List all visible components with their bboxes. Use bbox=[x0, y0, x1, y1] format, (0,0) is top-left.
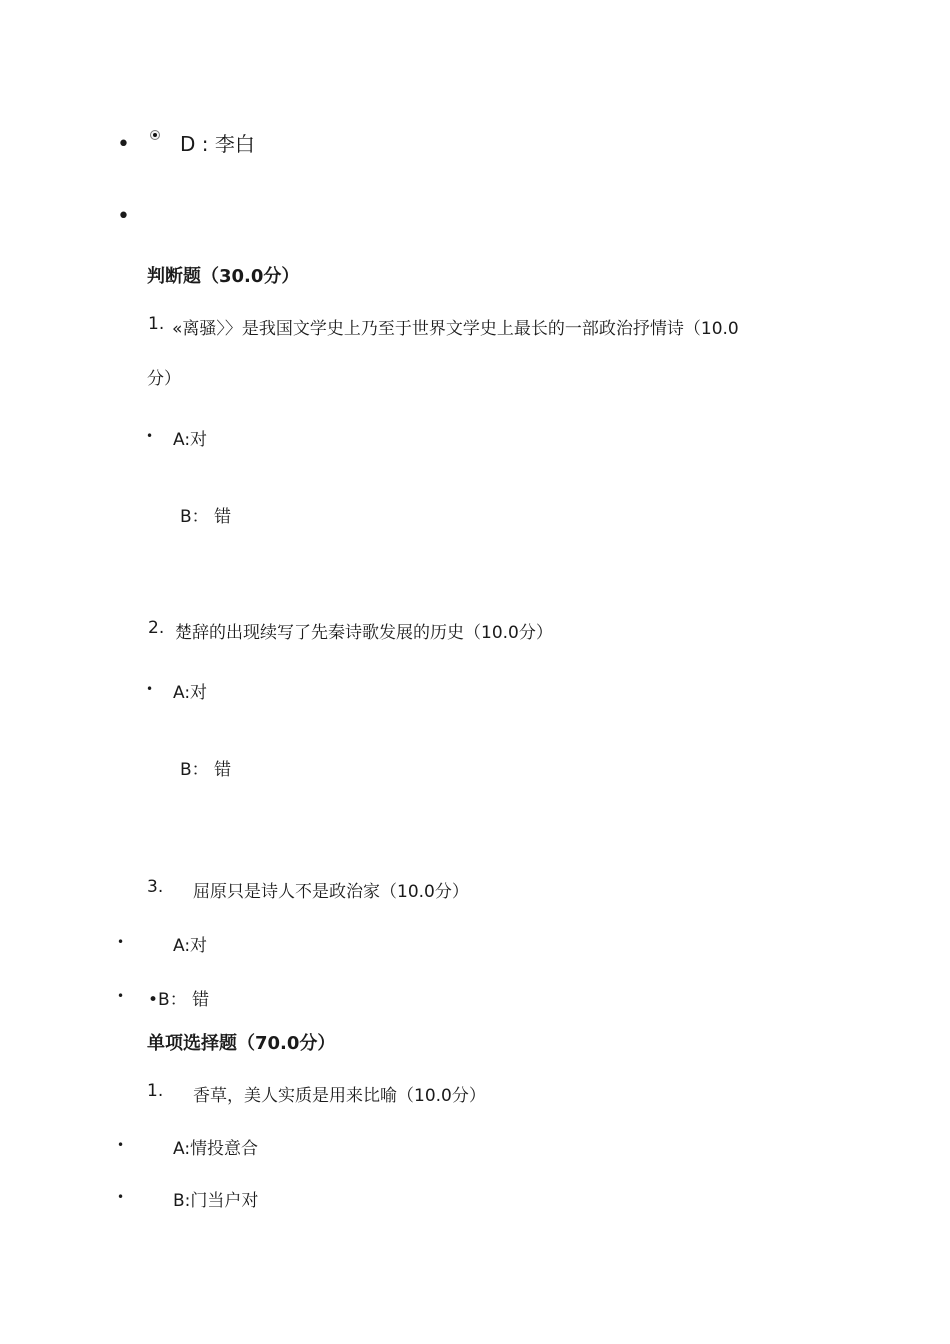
option-a[interactable]: A:情投意合 bbox=[173, 1139, 259, 1159]
option-a[interactable]: A:对 bbox=[173, 683, 208, 703]
list-bullet: • bbox=[146, 429, 154, 443]
option-b[interactable]: B： 错 bbox=[180, 507, 232, 527]
question-number: 1. bbox=[147, 1081, 164, 1101]
list-bullet: • bbox=[117, 935, 125, 949]
list-bullet: • bbox=[117, 1190, 125, 1204]
option-a[interactable]: A:对 bbox=[173, 936, 208, 956]
question-text-continued: 分） bbox=[147, 369, 181, 389]
option-d-label: D : 李白 bbox=[180, 132, 255, 156]
list-bullet: • bbox=[146, 682, 154, 696]
list-bullet: • bbox=[117, 204, 130, 229]
section-heading-single-choice: 单项选择题（70.0分） bbox=[147, 1033, 336, 1054]
question-text: 屈原只是诗人不是政治家（10.0分） bbox=[193, 882, 469, 902]
option-b[interactable]: B： 错 bbox=[180, 760, 232, 780]
question-number: 3. bbox=[147, 877, 164, 897]
list-bullet: • bbox=[117, 1138, 125, 1152]
list-bullet: • bbox=[117, 132, 130, 157]
radio-button-selected[interactable] bbox=[150, 130, 160, 140]
option-b[interactable]: B:门当户对 bbox=[173, 1191, 259, 1211]
question-text: 香草，美人实质是用来比喻（10.0分） bbox=[193, 1086, 486, 1106]
option-b[interactable]: •B： 错 bbox=[148, 990, 210, 1010]
question-number: 1. bbox=[148, 314, 165, 334]
question-number: 2. bbox=[148, 618, 165, 638]
radio-selected-dot bbox=[153, 133, 157, 137]
section-heading-true-false: 判断题（30.0分） bbox=[147, 266, 300, 287]
question-text: 楚辞的出现续写了先秦诗歌发展的历史（10.0分） bbox=[175, 623, 553, 643]
question-text: «离骚〉〉是我国文学史上乃至于世界文学史上最长的一部政治抒情诗（10.0 bbox=[172, 319, 739, 339]
option-a[interactable]: A:对 bbox=[173, 430, 208, 450]
list-bullet: • bbox=[117, 989, 125, 1003]
